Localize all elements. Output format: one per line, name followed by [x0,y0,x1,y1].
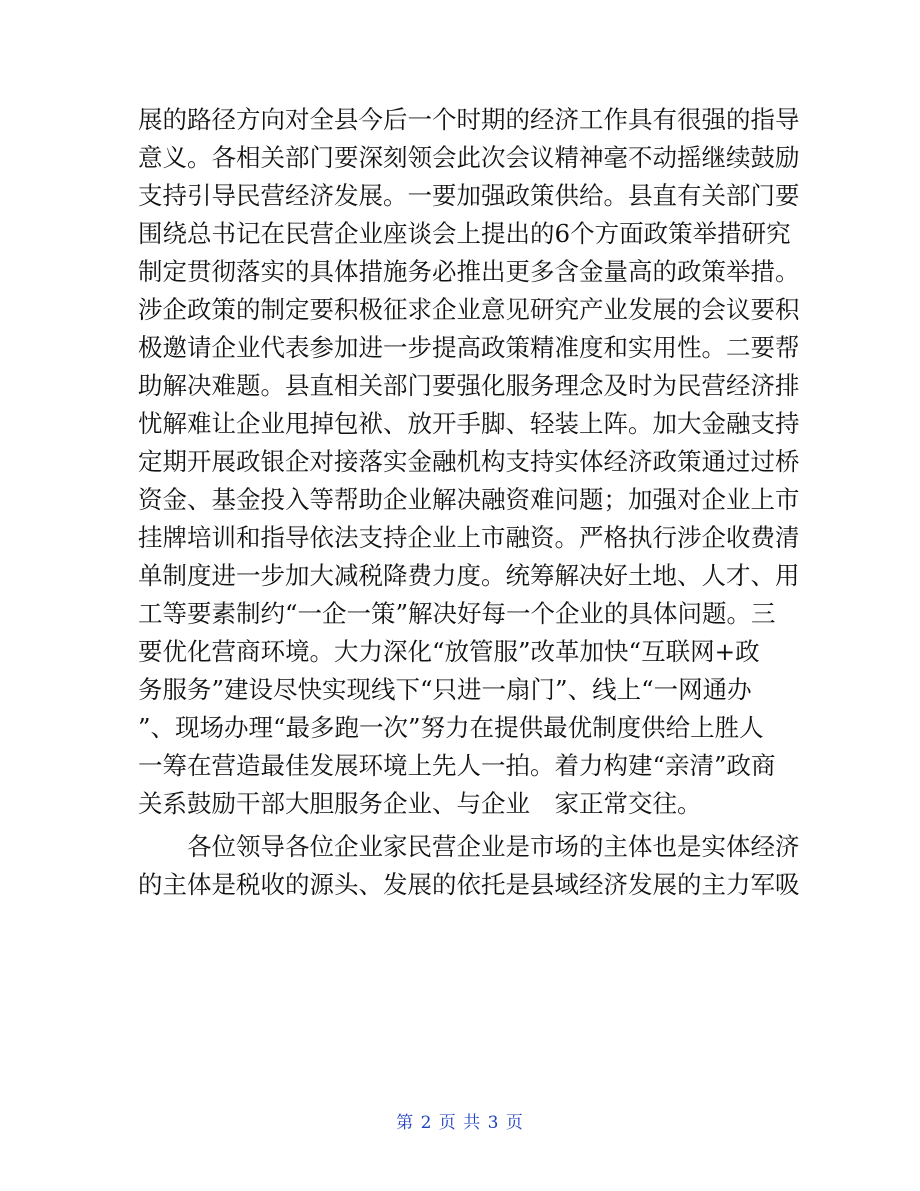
text-line: 助解决难题。县直相关部门要强化服务理念及时为民营经济排 [138,371,800,400]
text-line: 一筹在营造最佳发展环境上先人一拍。着力构建“亲清”政商 [138,751,776,780]
text-line: 挂牌培训和指导依法支持企业上市融资。严格执行涉企收费清 [138,523,800,552]
text-line: 涉企政策的制定要积极征求企业意见研究产业发展的会议要积 [138,295,800,324]
text-line: 务服务”建设尽快实现线下“只进一扇门”、线上“一网通办 [138,675,752,704]
text-line: 定期开展政银企对接落实金融机构支持实体经济政策通过过桥 [138,447,800,476]
text-line: 要优化营商环境。大力深化“放管服”改革加快“互联网+政 [138,637,760,666]
text-line: 极邀请企业代表参加进一步提高政策精准度和实用性。二要帮 [138,333,800,362]
text-line: 围绕总书记在民营企业座谈会上提出的6个方面政策举措研究 [138,219,791,248]
body-text [138,101,800,904]
text-line: 的主体是税收的源头、发展的依托是县域经济发展的主力军吸 [138,870,800,899]
text-line: ”、现场办理“最多跑一次”努力在提供最优制度供给上胜人 [138,713,764,742]
text-line: 各位领导各位企业家民营企业是市场的主体也是实体经济 [138,832,800,861]
text-line: 关系鼓励干部大胆服务企业、与企业 家正常交往。 [138,789,702,818]
text-line: 单制度进一步加大减税降费力度。统筹解决好土地、人才、用 [138,561,800,590]
text-line: 支持引导民营经济发展。一要加强政策供给。县直有关部门要 [138,181,800,210]
text-line: 忧解难让企业甩掉包袱、放开手脚、轻装上阵。加大金融支持 [138,409,800,438]
text-line: 资金、基金投入等帮助企业解决融资难问题；加强对企业上市 [138,485,800,514]
text-line: 意义。各相关部门要深刻领会此次会议精神毫不动摇继续鼓励 [138,143,800,172]
text-line: 工等要素制约“一企一策”解决好每一个企业的具体问题。三 [138,599,776,628]
page-number-footer: 第 2 页 共 3 页 [396,1113,524,1133]
text-line: 展的路径方向对全县今后一个时期的经济工作具有很强的指导 [138,105,800,134]
text-line: 制定贯彻落实的具体措施务必推出更多含金量高的政策举措。 [138,257,800,286]
